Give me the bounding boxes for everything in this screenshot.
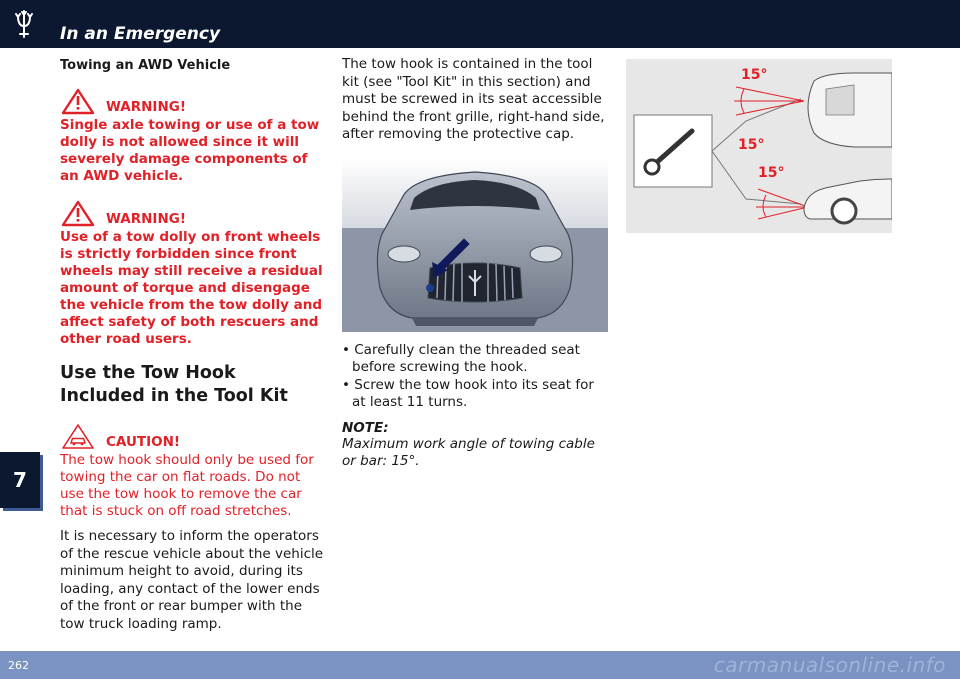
warning-heading (60, 87, 325, 115)
angle-label-top: 15° (741, 67, 768, 83)
angle-label-middle: 15° (738, 137, 765, 153)
left-column (60, 56, 325, 641)
list-item: • Carefully clean the threaded seat before screwing the hook. (342, 341, 580, 375)
watermark: carmanualsonline.info (713, 653, 946, 677)
car-front-illustration (342, 158, 608, 332)
angle-label-bottom: 15° (758, 165, 785, 181)
page-header (0, 0, 960, 48)
subheading: Towing an AWD Vehicle (60, 58, 231, 73)
warning-label: WARNING! (106, 99, 186, 115)
towing-angle-diagram (626, 59, 892, 233)
warning-label: WARNING! (106, 211, 186, 227)
list-item: • Screw the tow hook into its seat for at least 11 turns. (342, 376, 594, 410)
chapter-number: 7 (13, 468, 27, 492)
chapter-title: In an Emergency (60, 24, 221, 44)
body-paragraph: It is necessary to inform the operators of the rescue vehicle about the vehicle minimum height to avoid, during its loading, any contact of the lower ends of the front or rear bumper with the tow truck loading ramp. (60, 528, 324, 632)
note-text: Maximum work angle of towing cable or bar: 15°. (342, 435, 595, 469)
note-label: NOTE: (342, 419, 389, 436)
instruction-list (342, 342, 610, 412)
warning-text: Single axle towing or use of a tow dolly is not allowed since it will severely damage components of an AWD vehicle. (60, 117, 320, 184)
middle-column (342, 56, 610, 471)
page-footer (0, 651, 960, 679)
page-number: 262 (8, 659, 29, 672)
warning-heading (60, 199, 325, 227)
chapter-tab (0, 452, 40, 508)
section-title: Use the Tow Hook Included in the Tool Kit (60, 363, 288, 406)
car-front-grille-figure (342, 158, 608, 332)
caution-car-icon (60, 422, 96, 450)
caution-text: The tow hook should only be used for towing the car on flat roads. Do not use the tow hook to remove the car that is stuck on off road stretches. (60, 452, 314, 519)
warning-triangle-icon (60, 87, 96, 115)
tow-angle-illustration (626, 59, 892, 233)
caution-heading (60, 422, 325, 450)
warning-triangle-icon (60, 199, 96, 227)
trident-logo-icon (8, 8, 40, 40)
warning-text: Use of a tow dolly on front wheels is strictly forbidden since front wheels may still receive a residual amount of torque and disengage the vehicle from the tow dolly and affect safety of both rescuers and other road users. (60, 229, 323, 347)
caution-label: CAUTION! (106, 434, 181, 450)
intro-paragraph: The tow hook is contained in the tool kit (see "Tool Kit" in this section) and must be screwed in its seat accessible behind the front grille, right-hand side, after removing the protective cap. (342, 56, 605, 142)
